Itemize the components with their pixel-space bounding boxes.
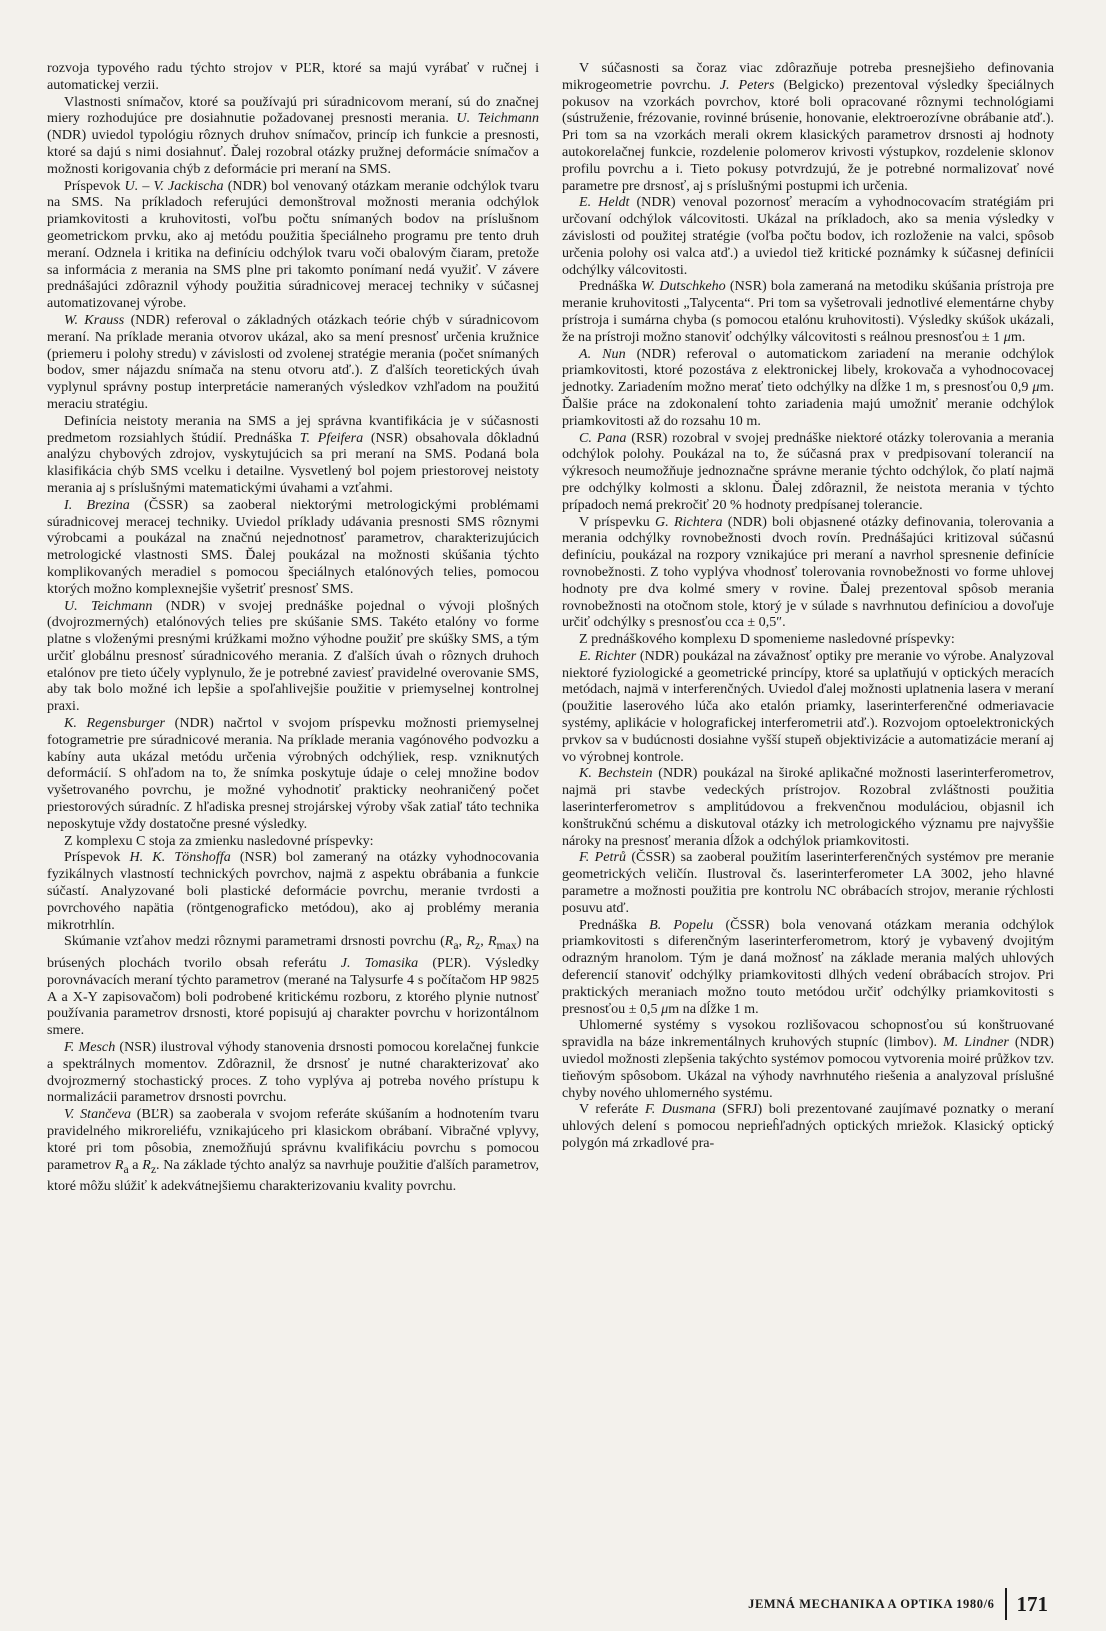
paragraph: V súčasnosti sa čoraz viac zdôrazňuje potreba presnejšieho definovania mikrogeometrie povrchu. J. Peters (Belgicko) prezentoval výsledky špeciálnych pokusov na vzorkách povrchov, ktoré boli opracované rôznymi technológiami (sústruženie, frézovanie, rovinné brúsenie, honovanie, elektroerozívne obrábanie atď.). Pri tom sa na vzorkách merali okrem klasických parametrov drsnosti aj hodnoty autokorelačnej funkcie, rozdelenie polomerov krivosti výstupkov, rozdelenie sklonov profilu povrchu a i. Tieto pokusy potvrdzujú, že je potrebné normalizovať nové parametre pre drsnosť, aj s príslušnými postupmi ich určenia. bbox=[562, 60, 1054, 194]
paragraph: W. Krauss (NDR) referoval o základných otázkach teórie chýb v súradnicovom meraní. Na príklade merania otvorov ukázal, ako sa mení presnosť určenia kružnice (priemeru i polohy stredu) v závislosti od zvolenej stratégie merania (počet snímaných bodov, smer nájazdu snímača na stenu otvoru atď.). Z ďalších teoretických úvah vyplynul správny postup interpretácie nameraných výsledkov vzhľadom na použitú meraciu stratégiu. bbox=[47, 311, 539, 412]
paragraph: Vlastnosti snímačov, ktoré sa používajú pri súradnicovom meraní, sú do značnej miery rozhodujúce pre dosiahnutie požadovanej presnosti merania. U. Teichmann (NDR) uviedol typológiu rôznych druhov snímačov, princíp ich funkcie a presnosti, ktoré sa dajú s nimi dosiahnuť. Ďalej rozobral otázky pružnej deformácie snímačov a možnosti korigovania chýb z deformácie pri meraní na SMS. bbox=[47, 93, 539, 177]
paragraph: Skúmanie vzťahov medzi rôznymi parametrami drsnosti povrchu ($R_a$, $R_z$, $R_{max}$) na brúsených plochách tvorilo obsah referátu J. Tomasika (PĽR). Výsledky porovnávacích meraní týchto parametrov (merané na Talysurfe 4 s počítačom HP 9825 A a X-Y zapisovačom) boli podrobené kritickému rozboru, z ktorého plynie nutnosť používania parametrov drsnosti, ktoré popisujú aj charakter povrchu v horizontálnom smere. bbox=[47, 933, 539, 1039]
page-footer bbox=[748, 1588, 1048, 1620]
journal-title: JEMNÁ MECHANIKA A OPTIKA 1980/6 bbox=[748, 1596, 995, 1611]
paragraph: Príspevok H. K. Tönshoffa (NSR) bol zameraný na otázky vyhodnocovania fyzikálnych vlastností technických povrchov, najmä z aspektu obrábania a funkcie súčastí. Analyzované boli plastické deformácie povrchu, meranie tvrdosti a povrchového napätia (röntgenograficko metódou), ako aj problémy merania mikrotrhlín. bbox=[47, 849, 540, 933]
paragraph: C. Pana (RSR) rozobral v svojej prednáške niektoré otázky tolerovania a merania odchýlok polohy. Poukázal na to, že súčasná prax v predpisovaní tolerancií na výkresoch neumožňuje jednoznačne správne meranie týchto odchýlok, čo platí najmä pre odchýlky kolmosti a sklonu. Ďalej zdôraznil, že neistota merania v týchto prípadoch nemá prekročiť 20 % hodnoty predpísanej tolerancie. bbox=[562, 429, 1054, 513]
right-column bbox=[562, 60, 1054, 1152]
paragraph: V referáte F. Dusmana (SFRJ) boli prezentované zaujímavé poznatky o meraní uhlových delení s pomocou neprieĥľadných optických mriežok. Klasický optický polygón má zrkadlové pra- bbox=[562, 1101, 1054, 1151]
paragraph: V. Stančeva (BĽR) sa zaoberala v svojom referáte skúšaním a hodnotením tvaru pravidelného mikroreliéfu, vznikajúceho pri klasickom obrábaní. Vibračné vplyvy, ktoré pri tom pôsobia, znemožňujú správnu kvalifikáciu povrchu s pomocou parametrov $R_a$ a $R_z$. Na základe týchto analýz sa navrhuje použitie ďalších parametrov, ktoré môžu slúžiť k adekvátnejšiemu charakterizovaniu kvality povrchu. bbox=[47, 1106, 539, 1195]
paragraph: A. Nun (NDR) referoval o automatickom zariadení na meranie odchýlok priamkovitosti, ktoré pozostáva z elektronickej libely, krokovača a vyhodnocovacej jednotky. Zariadením možno merať tieto odchýlky na dĺžke 1 m, s presnosťou 0,9 μm. Ďalšie práce na zdokonalení tohto zariadenia majú umožniť meranie odchýlok priamkovitosti až do rozsahu 10 m. bbox=[562, 345, 1055, 429]
paragraph: F. Petrů (ČSSR) sa zaoberal použitím laserinterferenčných systémov pre meranie geometrických veličín. Ilustroval čs. laserinterferometer LA 3002, jeho hlavné parametre a možnosti použitia pre kontrolu NC obrábacích strojov, meranie rýchlosti posuvu atď. bbox=[562, 849, 1054, 916]
paragraph: Definícia neistoty merania na SMS a jej správna kvantifikácia je v súčasnosti predmetom rozsiahlych štúdií. Prednáška T. Pfeifera (NSR) obsahovala dôkladnú analýzu chybových zdrojov, vyskytujúcich sa pri meraní na SMS. Podaná bola klasifikácia chýb SMS vcelku i detailne. Vysvetlený bol pojem priestorovej neistoty merania aj s príslušnými matematickými úvahami a vzťahmi. bbox=[47, 412, 539, 496]
paragraph: Z prednáškového komplexu D spomenieme nasledovné príspevky: bbox=[579, 631, 955, 648]
paragraph: U. Teichmann (NDR) v svojej prednáške pojednal o vývoji plošných (dvojrozmerných) etalónových telies pre skúšanie SMS. Takéto etalóny vo forme platne s vloženými presnými krúžkami možno výhodne použiť pre skúšky SMS, a tým určiť globálnu presnosť súradnicového merania. Z ďalších úvah o rôznych druhoch etalónov pre tieto účely vyplynulo, že je potrebné zaviesť pravidelné overovanie SMS, aby tak bolo možné ich lepšie a spoľahlivejšie použitie v priemyselnej kontrolnej praxi. bbox=[47, 597, 540, 715]
paragraph: E. Richter (NDR) poukázal na závažnosť optiky pre meranie vo výrobe. Analyzoval niektoré fyziologické a geometrické princípy, ktoré sa uplatňujú v optických meracích metódach, najmä v interferenčných. Uviedol ďalej možnosti uplatnenia lasera v meraní (použitie laserového lúča ako etalón priamky, laserinterferenčné odmeriavacie systémy, aplikácie v holografickej interferometrii atď.). Rozvojom optoelektronických prvkov sa v budúcnosti dosiahne vyšší stupeň objektivizácie a automatizácie meraní aj vo výrobnej kontrole. bbox=[562, 647, 1055, 765]
paragraph: Uhlomerné systémy s vysokou rozlišovacou schopnosťou sú konštruované spravidla na báze inkrementálnych kruhových stupníc (limbov). M. Lindner (NDR) uviedol možnosti zlepšenia takýchto systémov pomocou vytvorenia moiré průžkov tzv. tieňovým spôsobom. Ukázal na výhody navrhnutého riešenia a analyzoval príslušné chyby nového uhlomerného systému. bbox=[562, 1017, 1054, 1101]
paragraph: Prednáška B. Popelu (ČSSR) bola venovaná otázkam merania odchýlok priamkovitosti s diferenčným laserinterferometrom, ktorý je vybavený dvojitým odrazným hranolom. Tým je daná možnosť na základe merania malých uhlových deferencií stanoviť odchýlky priamkovitosti dlhých vedení obrábacích strojov. Pri praktických meraniach možno touto metódou určiť odchýlky priamkovitosti s presnosťou ± 0,5 μm na dĺžke 1 m. bbox=[562, 916, 1054, 1017]
paragraph: Z komplexu C stoja za zmienku nasledovné príspevky: bbox=[64, 832, 374, 849]
paragraph: K. Regensburger (NDR) načrtol v svojom príspevku možnosti priemyselnej fotogrametrie pre súradnicové merania. Na príklade merania vagónového podvozku a kabíny auta ukázal metódu určenia výrobných odchýliek, resp. vzniknutých deformácií. S ohľadom na to, že snímka poskytuje údaje o celej množine bodov vyšetrovaného povrchu, je možné vyhodnotiť prakticky neohraničený počet priestorových súradníc. Z hľadiska presnej strojárskej výroby však zatiaľ táto technika neposkytuje vždy dostatočne presné výsledky. bbox=[47, 715, 539, 832]
paragraph: E. Heldt (NDR) venoval pozornosť meracím a vyhodnocovacím stratégiám pri určovaní odchýlok válcovitosti. Ukázal na príkladoch, ako sa menia výsledky v závislosti od použitej stratégie (voľba počtu bodov, ich rozloženie na valci, spôsob určenia polohy osi valca atď.) a uviedol tiež kritické poznámky k súčasnej definícii odchýlky válcovitosti. bbox=[562, 194, 1054, 278]
left-column bbox=[47, 60, 539, 1195]
paragraph: Príspevok U. – V. Jackischa (NDR) bol venovaný otázkam meranie odchýlok tvaru na SMS. Na príkladoch referujúci demonštroval možnosti merania odchýlok priamkovitosti a kruhovitosti, voľbu počtu snímaných bodov na príslušnom geometrickom prvku, ako aj metódu použitia špeciálneho programu pre tento druh meraní. Odznela i kritika na definíciu odchýlok tvaru voči obalovým čiaram, pretože sa informácia z merania na SMS plne pri takomto ponímaní nedá využiť. V závere prednášajúci zdôraznil výhody použitia súradnicovej meracej techniky v súčasnej automatizovanej výrobe. bbox=[47, 177, 539, 312]
paragraph: K. Bechstein (NDR) poukázal na široké aplikačné možnosti laserinterferometrov, najmä pri stavbe vedeckých prístrojov. Rozobral zvláštnosti použitia laserinterferometrov s amplitúdovou a frekvenčnou moduláciou, objasnil ich konštrukčnú schému a diskutoval otázky ich metrologického významu pre najvyššie nároky na presnosť merania dĺžok a odchýlok priamkovitosti. bbox=[562, 765, 1055, 849]
paragraph: V príspevku G. Richtera (NDR) boli objasnené otázky definovania, tolerovania a merania odchýlky rovnobežnosti dvoch rovín. Prednášajúci kritizoval súčasnú definíciu, poukázal na rozpory vznikajúce pri meraní a navrhol spresnenie definície rovnobežnosti. Z toho vyplýva vhodnosť tolerovania rovnobežnosti vo forme uhlovej hodnoty pre dva kolmé smery v rovine. Ďalej prezentoval spôsob merania rovnobežnosti na otočnom stole, ktorý je v súlade s navrhnutou definíciou a dovoľuje určiť odchýlky s presnosťou cca ± 0,5″. bbox=[562, 513, 1055, 631]
paragraph: I. Brezina (ČSSR) sa zaoberal niektorými metrologickými problémami súradnicovej meracej techniky. Uviedol príklady udávania presnosti SMS rôznymi výrobcami a poukázal na značnú nejednotnosť parametrov, charakterizujúcich metrologické vlastnosti SMS. Ďalej poukázal na možnosti skúšania týchto komplikovaných meradiel s pomocou špeciálnych etalónových telies, pomocou ktorých možno komplexnejšie vyšetriť presnosť SMS. bbox=[47, 496, 540, 597]
paragraph: Prednáška W. Dutschkeho (NSR) bola zameraná na metodiku skúšania prístroja pre meranie kruhovitosti „Talycenta“. Pri tom sa vyšetrovali jednotlivé elementárne chyby prístroja i sumárna chyba (s pomocou etalónu kruhovitosti). Výsledky skúšok ukázali, že na prístroji možno stanoviť odchýlky válcovitosti s reálnou presnosťou ± 1 μm. bbox=[562, 278, 1054, 345]
page-number: 171 bbox=[1016, 1591, 1048, 1616]
paragraph: F. Mesch (NSR) ilustroval výhody stanovenia drsnosti pomocou korelačnej funkcie a spektrálnych momentov. Zdôraznil, že drsnosť je nutné charakterizovať ako dvojrozmerný stochastický proces. Z toho vyplýva aj potreba nového prístupu k normalizácii parametrov drsnosti povrchu. bbox=[47, 1039, 539, 1106]
paragraph: rozvoja typového radu týchto strojov v PĽR, ktoré sa majú vyrábať v ručnej i automatickej verzii. bbox=[47, 60, 539, 93]
